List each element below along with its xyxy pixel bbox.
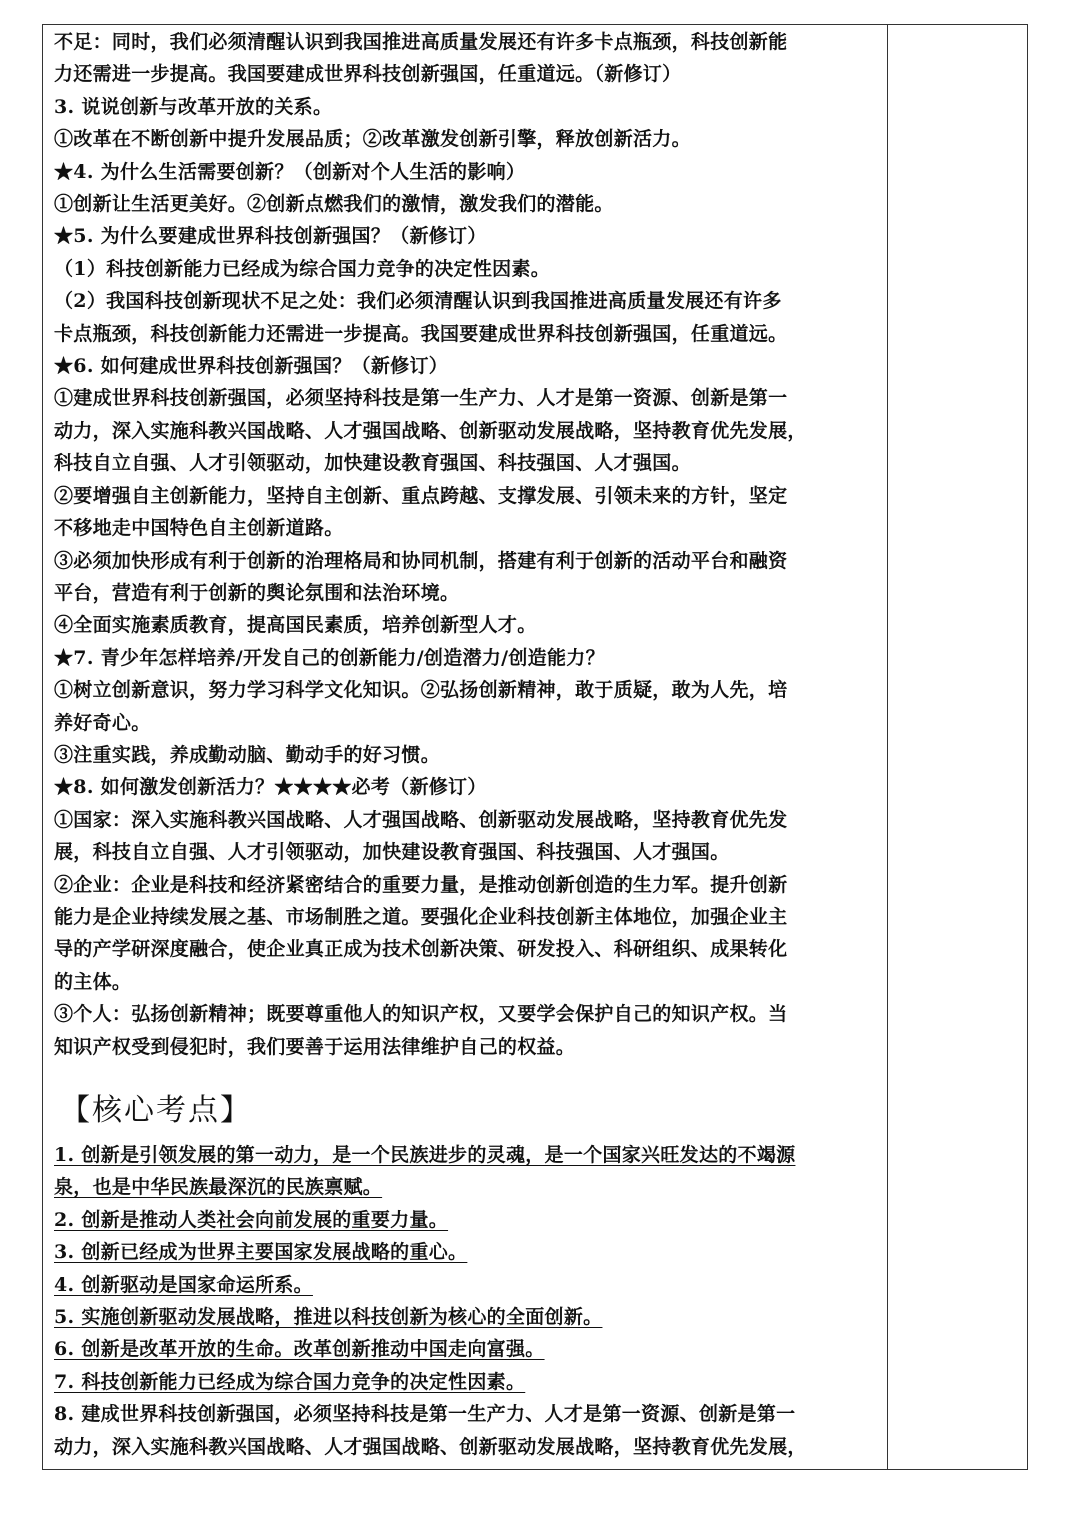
text-line: 的主体。 [54,970,132,993]
text-line: ①国家：深入实施科教兴国战略、人才强国战略、创新驱动发展战略，坚持教育优先发 [54,808,788,831]
text-line: ③必须加快形成有利于创新的治理格局和协同机制，搭建有利于创新的活动平台和融资 [54,549,788,572]
question-line: ★8. 如何激发创新活力？★★★★必考（新修订） [54,776,487,799]
text-line: ④全面实施素质教育，提高国民素质，培养创新型人才。 [54,614,537,637]
key-point-line: 动力，深入实施科教兴国战略、人才强国战略、创新驱动发展战略，坚持教育优先发展， [54,1435,807,1458]
text-line: 能力是企业持续发展之基、市场制胜之道。要强化企业科技创新主体地位，加强企业主 [54,905,788,928]
column-divider [887,24,888,1470]
text-line: （1）科技创新能力已经成为综合国力竞争的决定性因素。 [54,257,551,280]
key-points-section [54,1139,884,1463]
section-gap [54,1063,884,1087]
text-line: （2）我国科技创新现状不足之处：我们必须清醒认识到我国推进高质量发展还有许多 [54,290,782,313]
text-line: 动力，深入实施科教兴国战略、人才强国战略、创新驱动发展战略，坚持教育优先发展， [54,419,807,442]
key-point-line: 2. 创新是推动人类社会向前发展的重要力量。 [54,1208,449,1231]
text-line: 导的产学研深度融合，使企业真正成为技术创新决策、研发投入、科研组织、成果转化 [54,938,788,961]
text-line: 知识产权受到侵犯时，我们要善于运用法律维护自己的权益。 [54,1035,576,1058]
question-line: ★5. 为什么要建成世界科技创新强国？（新修订） [54,225,487,248]
text-line: ①树立创新意识，努力学习科学文化知识。②弘扬创新精神，敢于质疑，敢为人先，培 [54,679,788,702]
text-line: 养好奇心。 [54,711,151,734]
key-point-line: 3. 创新已经成为世界主要国家发展战略的重心。 [54,1241,468,1264]
question-line: ★4. 为什么生活需要创新？（创新对个人生活的影响） [54,160,526,183]
text-line: ①改革在不断创新中提升发展品质；②改革激发创新引擎，释放创新活力。 [54,128,691,151]
text-line: 科技自立自强、人才引领驱动，加快建设教育强国、科技强国、人才强国。 [54,452,691,475]
main-cell [54,26,884,1463]
text-line: 力还需进一步提高。我国要建成世界科技创新强国，任重道远。（新修订） [54,63,682,86]
key-point-line: 8. 建成世界科技创新强国，必须坚持科技是第一生产力、人才是第一资源、创新是第一 [54,1403,796,1426]
text-line: ②要增强自主创新能力，坚持自主创新、重点跨越、支撑发展、引领未来的方针，坚定 [54,484,788,507]
text-line: 展，科技自立自强、人才引领驱动，加快建设教育强国、科技强国、人才强国。 [54,841,730,864]
text-line: ①建成世界科技创新强国，必须坚持科技是第一生产力、人才是第一资源、创新是第一 [54,387,788,410]
question-line: ★6. 如何建成世界科技创新强国？（新修订） [54,355,449,378]
key-point-line: 泉，也是中华民族最深沉的民族禀赋。 [54,1176,383,1199]
key-point-line: 7. 科技创新能力已经成为综合国力竞争的决定性因素。 [54,1370,526,1393]
text-line: ①创新让生活更美好。②创新点燃我们的激情，激发我们的潜能。 [54,193,614,216]
text-line: ③注重实践，养成勤动脑、勤动手的好习惯。 [54,743,441,766]
text-line: ②企业：企业是科技和经济紧密结合的重要力量，是推动创新创造的生力军。提升创新 [54,873,788,896]
question-line: 3. 说说创新与改革开放的关系。 [54,95,333,118]
text-line: 不足：同时，我们必须清醒认识到我国推进高质量发展还有许多卡点瓶颈，科技创新能 [54,31,788,53]
key-point-line: 6. 创新是改革开放的生命。改革创新推动中国走向富强。 [54,1338,545,1361]
text-line: 不移地走中国特色自主创新道路。 [54,517,344,540]
key-point-line: 5. 实施创新驱动发展战略，推进以科技创新为核心的全面创新。 [54,1306,603,1329]
key-point-line: 4. 创新驱动是国家命运所系。 [54,1273,313,1296]
key-point-line: 1. 创新是引领发展的第一动力，是一个民族进步的灵魂，是一个国家兴旺发达的不竭源 [54,1144,796,1166]
answers-section [54,26,884,1063]
section-heading: 【核心考点】 [60,1093,252,1128]
text-line: 卡点瓶颈，科技创新能力还需进一步提高。我国要建成世界科技创新强国，任重道远。 [54,322,788,345]
question-line: ★7. 青少年怎样培养/开发自己的创新能力/创造潜力/创造能力？ [54,646,605,669]
text-line: 平台，营造有利于创新的舆论氛围和法治环境。 [54,581,460,604]
text-line: ③个人：弘扬创新精神；既要尊重他人的知识产权，又要学会保护自己的知识产权。当 [54,1003,788,1026]
